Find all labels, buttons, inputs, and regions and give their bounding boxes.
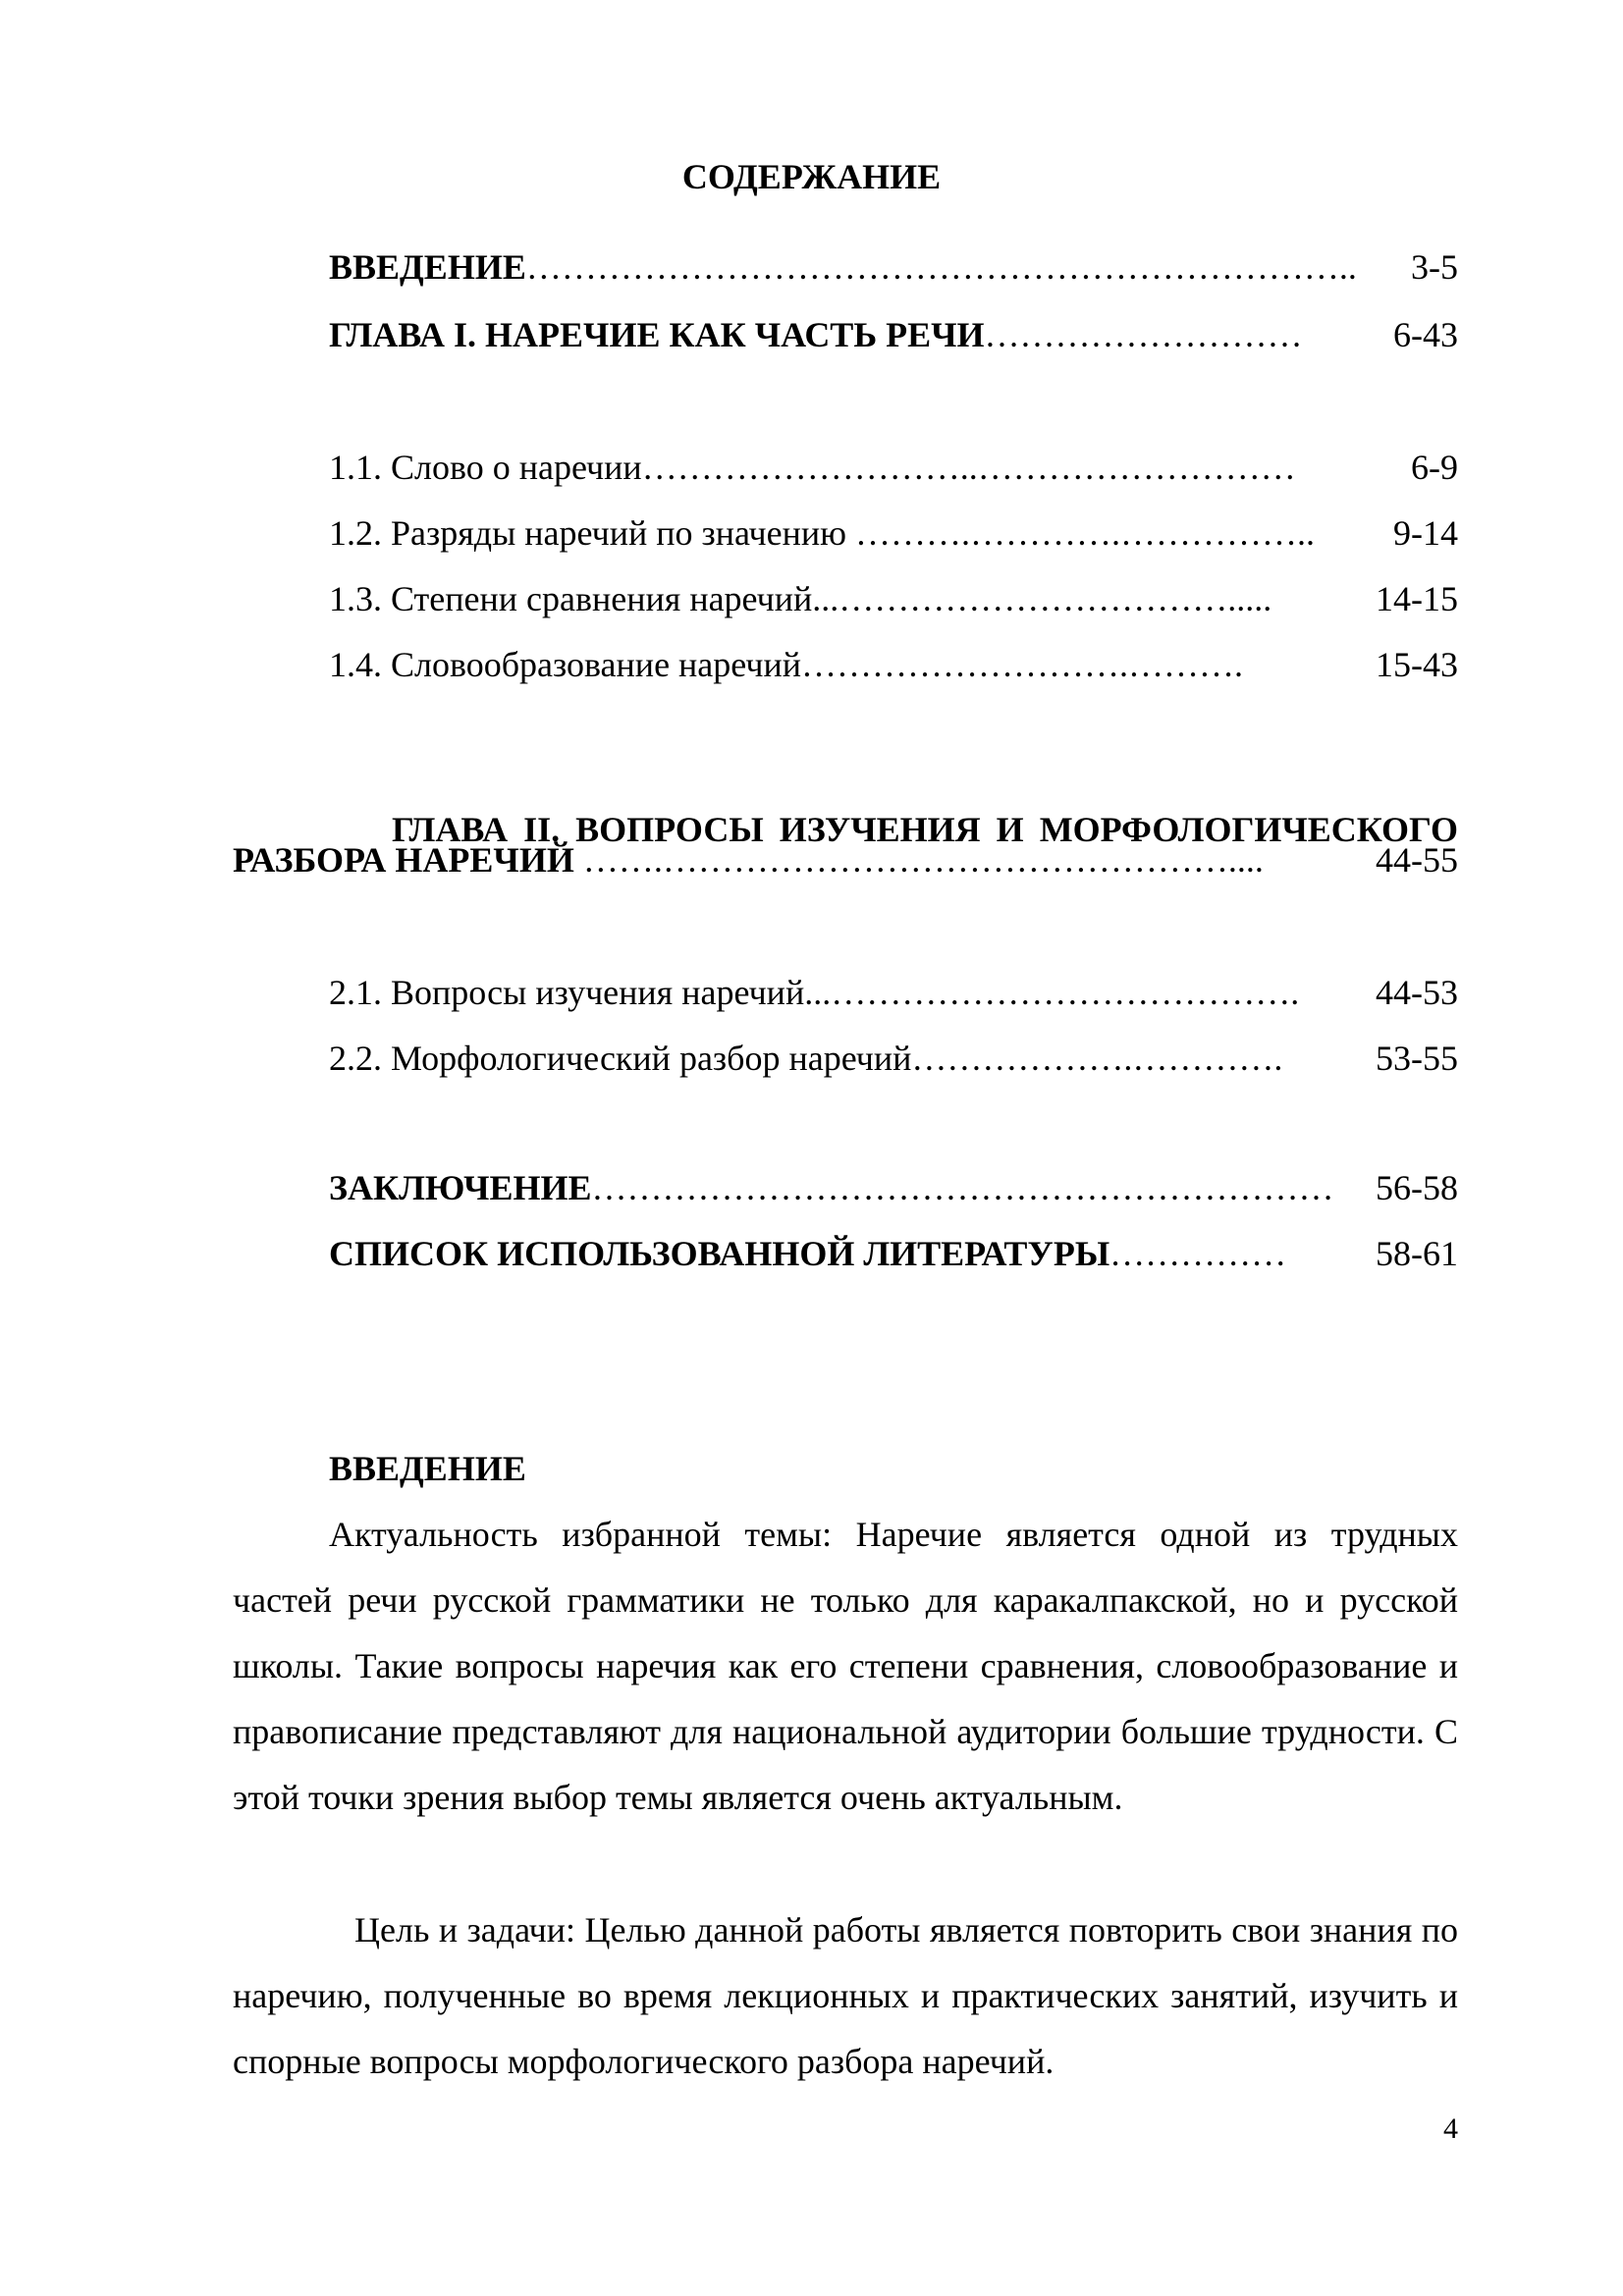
toc-leader-dots: …………… xyxy=(1109,1234,1287,1273)
toc-leader-dots: …………………………………………………………….. xyxy=(525,247,1357,287)
intro-heading: ВВЕДЕНИЕ xyxy=(329,1449,526,1488)
toc-entry-2-2 xyxy=(329,1041,1458,1182)
toc-title: СОДЕРЖАНИЕ xyxy=(681,157,942,196)
toc-leader-dots: …….………………………………………….... xyxy=(573,840,1264,880)
toc-entry-label: 1.4. Словообразование наречий xyxy=(329,645,802,684)
toc-leader-dots: ……………………… xyxy=(984,315,1303,354)
toc-entry-label: ГЛАВА I. НАРЕЧИЕ КАК ЧАСТЬ РЕЧИ xyxy=(329,315,985,354)
toc-entry-label: 2.1. Вопросы изучения наречий xyxy=(329,973,805,1012)
toc-leader-dots: ……………………………………………………… xyxy=(591,1168,1334,1207)
toc-page-range: 44-53 xyxy=(1376,973,1458,1012)
toc-leader-dots: ………………………..……………………… xyxy=(641,448,1296,487)
intro-paragraph-goals: Цель и задачи: Целью данной работы является повторить свои знания по наречию, полученные во время лекционных и практических занятий, изучить и спорные вопросы морфологического разбора наречий. xyxy=(233,1910,1458,2081)
toc-page-range: 3-5 xyxy=(1411,247,1458,287)
toc-page-range: 58-61 xyxy=(1376,1234,1458,1273)
toc-page-range: 15-43 xyxy=(1376,645,1458,684)
toc-entry-label: 2.2. Морфологический разбор наречий xyxy=(329,1039,912,1078)
toc-page-range: 14-15 xyxy=(1376,579,1458,618)
toc-entry-label: ГЛАВА II. ВОПРОСЫ ИЗУЧЕНИЯ И МОРФОЛОГИЧЕСКОГО xyxy=(392,810,1458,849)
toc-leader-dots: ……….………….…………….. xyxy=(846,513,1316,553)
intro-paragraph-relevance: Актуальность избранной темы: Наречие является одной из трудных частей речи русской грамматики не только для каракалпакской, но и русской школы. Такие вопросы наречия как его степени сравнения, словообразование и правописание представляют для национальной аудитории большие трудности. С этой точки зрения выбор темы является очень актуальным. xyxy=(233,1515,1458,1817)
toc-entry-label: ЗАКЛЮЧЕНИЕ xyxy=(329,1168,592,1207)
toc-page-range: 53-55 xyxy=(1376,1039,1458,1078)
toc-leader-dots: ……………………….………. xyxy=(801,645,1244,684)
toc-entry-label: ВВЕДЕНИЕ xyxy=(329,247,526,287)
toc-page-range: 56-58 xyxy=(1376,1168,1458,1207)
toc-entry-label: 1.1. Слово о наречии xyxy=(329,448,642,487)
toc-leader-dots: ...…………………………………. xyxy=(804,973,1300,1012)
toc-entry-1-4 xyxy=(329,647,1458,788)
toc-entry-chapter-1 xyxy=(329,317,1458,458)
toc-leader-dots: ...……………………………..... xyxy=(812,579,1272,618)
toc-page-range: 44-55 xyxy=(1376,840,1458,880)
toc-entry-label: СПИСОК ИСПОЛЬЗОВАННОЙ ЛИТЕРАТУРЫ xyxy=(329,1234,1110,1273)
toc-leader-dots: ……………….…………. xyxy=(911,1039,1283,1078)
toc-entry-label: РАЗБОРА НАРЕЧИЙ xyxy=(233,840,574,880)
page-number: 4 xyxy=(1443,2112,1458,2145)
toc-page-range: 6-9 xyxy=(1411,448,1458,487)
toc-entry-references xyxy=(329,1236,1458,1377)
toc-page-range: 6-43 xyxy=(1393,315,1458,354)
toc-entry-label: 1.3. Степени сравнения наречий xyxy=(329,579,813,618)
toc-page-range: 9-14 xyxy=(1393,513,1458,553)
toc-entry-chapter-2-cont xyxy=(233,842,1458,984)
toc-entry-label: 1.2. Разряды наречий по значению xyxy=(329,513,847,553)
